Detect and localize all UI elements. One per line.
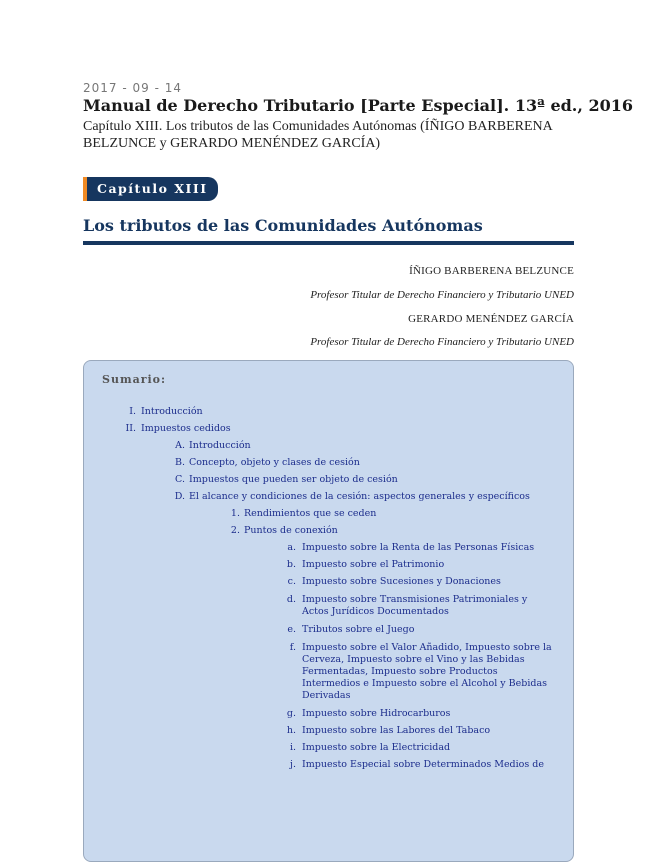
author-role-2: Profesor Titular de Derecho Financiero y Tributario UNED	[310, 336, 574, 348]
toc-number: II.	[125, 423, 136, 434]
toc-link[interactable]: Rendimientos que se ceden	[244, 508, 377, 519]
toc-link[interactable]: Impuesto sobre Transmisiones Patrimoniales y Actos Jurídicos Documentados	[302, 594, 528, 617]
toc-number: c.	[287, 576, 296, 587]
chapter-badge: Capítulo XIII	[83, 177, 218, 201]
toc-link[interactable]: Introducción	[189, 440, 251, 451]
toc-link[interactable]: Impuesto sobre el Valor Añadido, Impuesto sobre la Cerveza, Impuesto sobre el Vino y las Bebidas Fermentadas, Impuesto sobre Productos Intermedios e Impuesto sobre el Alcohol y Bebidas Derivadas	[302, 642, 552, 701]
toc-link[interactable]: Impuesto sobre el Patrimonio	[302, 559, 445, 570]
toc-number: g.	[286, 708, 296, 719]
toc-link[interactable]: Impuestos que pueden ser objeto de cesión	[189, 474, 398, 485]
toc-number: j.	[290, 759, 296, 770]
toc-number: D.	[174, 491, 185, 502]
toc-link[interactable]: Impuestos cedidos	[141, 423, 231, 434]
toc-link[interactable]: Impuesto sobre Hidrocarburos	[302, 708, 451, 719]
toc-number: h.	[286, 725, 296, 736]
book-title: Manual de Derecho Tributario [Parte Especial]. 13ª ed., 2016	[83, 96, 634, 115]
summary-label: Sumario:	[102, 373, 167, 386]
book-subtitle: Capítulo XIII. Los tributos de las Comunidades Autónomas (ÍÑIGO BARBERENA BELZUNCE y GERARDO MENÉNDEZ GARCÍA)	[83, 119, 552, 151]
title-divider	[83, 241, 574, 245]
chapter-title: Los tributos de las Comunidades Autónomas	[83, 216, 483, 235]
toc-number: a.	[287, 542, 296, 553]
author-name-1: ÍÑIGO BARBERENA BELZUNCE	[409, 265, 574, 277]
toc-number: I.	[129, 406, 136, 417]
toc-number: A.	[175, 440, 185, 451]
toc-link[interactable]: El alcance y condiciones de la cesión: aspectos generales y específicos	[189, 491, 530, 502]
summary-box	[83, 360, 574, 862]
toc-number: C.	[175, 474, 185, 485]
author-name-2: GERARDO MENÉNDEZ GARCÍA	[408, 313, 574, 325]
toc-link[interactable]: Puntos de conexión	[244, 525, 338, 536]
toc-link[interactable]: Impuesto sobre Sucesiones y Donaciones	[302, 576, 501, 587]
toc-number: 1.	[230, 508, 240, 519]
toc-link[interactable]: Impuesto sobre las Labores del Tabaco	[302, 725, 491, 736]
document-date: 2017 - 09 - 14	[83, 81, 182, 95]
toc-link[interactable]: Tributos sobre el Juego	[302, 624, 415, 635]
toc-link[interactable]: Impuesto Especial sobre Determinados Medios de	[302, 759, 544, 770]
author-role-1: Profesor Titular de Derecho Financiero y Tributario UNED	[310, 289, 574, 301]
toc-number: e.	[287, 624, 296, 635]
toc-link[interactable]: Introducción	[141, 406, 203, 417]
toc-number: i.	[289, 742, 296, 753]
toc-number: d.	[286, 594, 296, 605]
toc-number: B.	[174, 457, 185, 468]
toc-number: f.	[289, 642, 296, 653]
toc-number: 2.	[230, 525, 240, 536]
toc-number: b.	[286, 559, 296, 570]
toc-link[interactable]: Concepto, objeto y clases de cesión	[189, 457, 360, 468]
toc-link[interactable]: Impuesto sobre la Renta de las Personas Físicas	[302, 542, 535, 553]
toc-link[interactable]: Impuesto sobre la Electricidad	[302, 742, 451, 753]
